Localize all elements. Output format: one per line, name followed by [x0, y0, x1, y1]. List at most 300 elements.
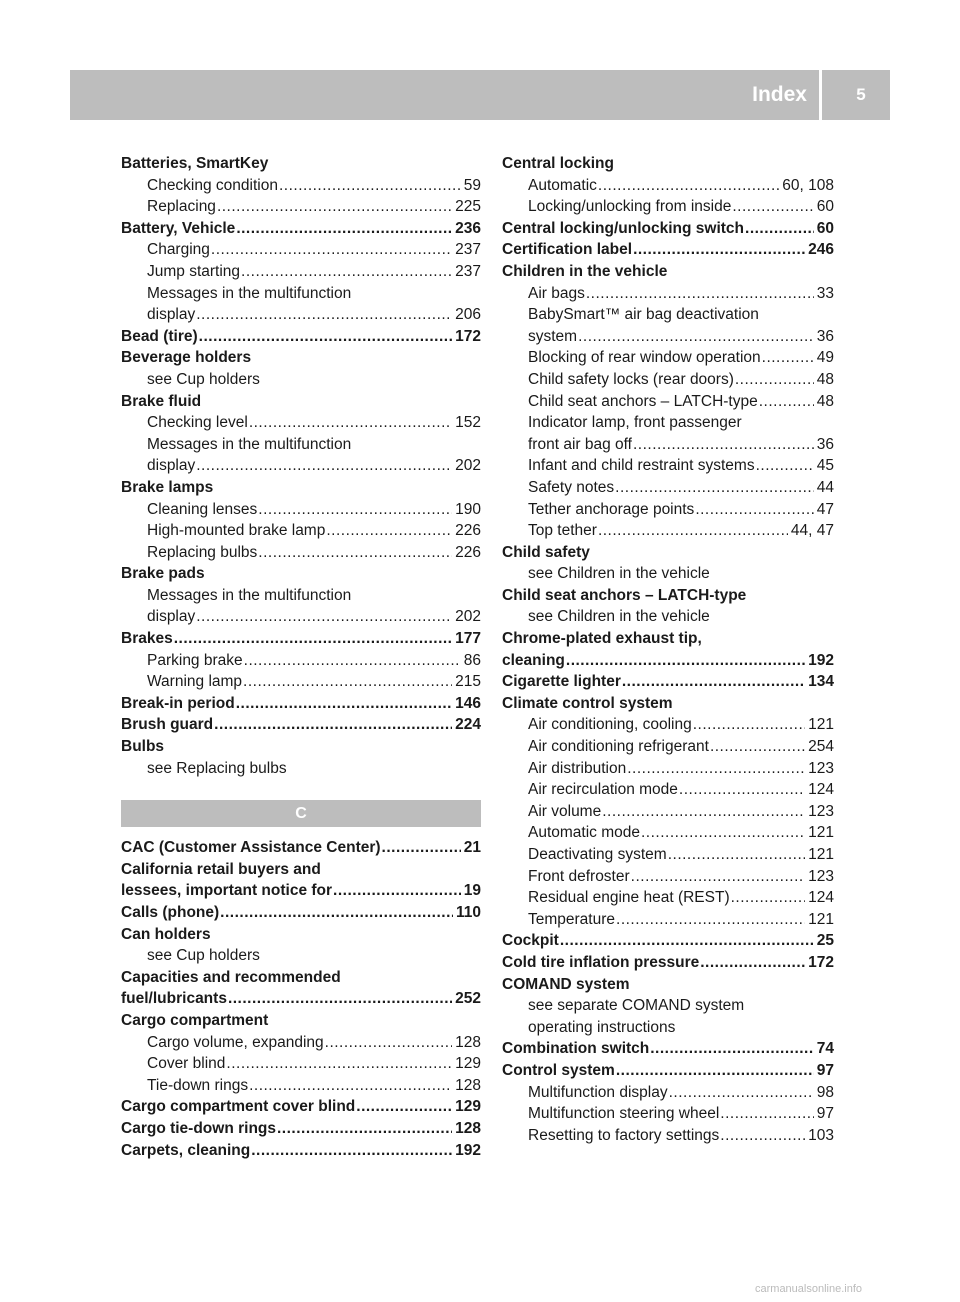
dot-leader — [356, 1096, 452, 1118]
entry-text: Child seat anchors – LATCH-type — [528, 392, 758, 410]
page-reference: 237 — [455, 241, 481, 259]
entry-text: Cargo tie-down rings — [121, 1119, 276, 1137]
dot-leader — [627, 758, 805, 780]
entry-text: Cargo compartment cover blind — [121, 1098, 356, 1116]
index-entry-heading — [121, 1096, 481, 1118]
index-subentry — [121, 239, 481, 261]
index-entry-heading — [502, 261, 834, 283]
index-entry-heading — [121, 391, 481, 413]
index-entry-heading — [121, 714, 481, 736]
index-subentry — [121, 283, 481, 305]
dot-leader — [560, 930, 814, 952]
index-entry-heading — [502, 1060, 834, 1082]
index-subentry — [502, 563, 834, 585]
page-reference: 44, 47 — [790, 522, 834, 540]
page-reference: 172 — [808, 953, 834, 971]
index-entry-heading — [502, 930, 834, 952]
page-reference: 224 — [455, 716, 481, 734]
page-reference: 237 — [455, 262, 481, 280]
index-subentry — [121, 585, 481, 607]
page-reference: 21 — [463, 839, 481, 857]
page-reference: 121 — [808, 824, 834, 842]
entry-text: Child seat anchors – LATCH-type — [502, 586, 747, 604]
page-reference: 60 — [816, 219, 834, 237]
index-entry-heading — [502, 239, 834, 261]
page-reference: 97 — [816, 1061, 834, 1079]
entry-text: Replacing bulbs — [147, 543, 258, 561]
page-reference: 45 — [816, 457, 834, 475]
dot-leader — [641, 822, 805, 844]
page-reference: 49 — [816, 349, 834, 367]
index-subentry — [502, 391, 834, 413]
index-subentry — [121, 520, 481, 542]
index-entry-heading — [121, 967, 481, 989]
entry-text: Brakes — [121, 630, 173, 648]
dot-leader — [228, 988, 452, 1010]
page-reference: 226 — [455, 522, 481, 540]
index-subentry — [502, 714, 834, 736]
entry-text: Break-in period — [121, 694, 235, 712]
entry-text: Child safety locks (rear doors) — [528, 370, 734, 388]
index-subentry — [502, 369, 834, 391]
entry-text: CAC (Customer Assistance Center) — [121, 839, 381, 857]
entry-text: see Children in the vehicle — [528, 608, 710, 626]
index-subentry — [502, 909, 834, 931]
page-reference: 123 — [808, 867, 834, 885]
index-entry-heading — [502, 650, 834, 672]
page-reference: 60, 108 — [782, 176, 834, 194]
dot-leader — [669, 1082, 814, 1104]
page-reference: 134 — [808, 673, 834, 691]
dot-leader — [615, 477, 814, 499]
page-reference: 103 — [808, 1126, 834, 1144]
page-reference: 121 — [808, 846, 834, 863]
page-reference: 190 — [455, 500, 481, 518]
dot-leader — [251, 1140, 452, 1162]
dot-leader — [598, 520, 788, 542]
index-entry-heading — [121, 218, 481, 240]
entry-text: Children in the vehicle — [502, 262, 668, 280]
dot-leader — [720, 1125, 805, 1147]
dot-leader — [226, 1053, 452, 1075]
dot-leader — [277, 1118, 452, 1140]
dot-leader — [633, 239, 805, 261]
entry-text: Central locking/unlocking switch — [502, 219, 745, 237]
entry-text: Tie-down rings — [147, 1076, 249, 1094]
index-entry-heading — [121, 988, 481, 1010]
index-subentry — [502, 822, 834, 844]
page-reference: 129 — [455, 1055, 481, 1073]
entry-text: lessees, important notice for — [121, 882, 333, 900]
dot-leader — [732, 196, 813, 218]
index-subentry — [502, 304, 834, 326]
dot-leader — [236, 693, 452, 715]
index-entry-heading — [121, 1140, 481, 1162]
entry-text: display — [147, 457, 196, 475]
index-entry-heading — [502, 952, 834, 974]
entry-text: Climate control system — [502, 694, 673, 712]
dot-leader — [693, 714, 805, 736]
page-reference: 124 — [808, 781, 834, 799]
page-reference: 121 — [808, 716, 834, 734]
dot-leader — [258, 499, 452, 521]
dot-leader — [756, 455, 814, 477]
index-subentry — [502, 758, 834, 780]
index-entry-heading — [121, 347, 481, 369]
index-subentry — [502, 1017, 834, 1039]
entry-text: Certification label — [502, 241, 633, 259]
entry-text: Temperature — [528, 910, 616, 928]
dot-leader — [759, 391, 814, 413]
index-entry-heading — [502, 671, 834, 693]
section-letter-header: C — [121, 800, 481, 827]
entry-text: Brake fluid — [121, 392, 202, 410]
index-subentry — [502, 866, 834, 888]
page-reference: 146 — [455, 694, 481, 712]
entry-text: BabySmart™ air bag deactivation — [528, 306, 759, 324]
page-reference: 254 — [808, 738, 834, 756]
entry-text: Combination switch — [502, 1040, 650, 1058]
page-reference: 110 — [455, 904, 481, 921]
dot-leader — [745, 218, 814, 240]
entry-text: High-mounted brake lamp — [147, 522, 326, 540]
dot-leader — [622, 671, 805, 693]
page-reference: 60 — [816, 198, 834, 216]
page-reference: 202 — [455, 608, 481, 626]
index-subentry — [502, 520, 834, 542]
entry-text: Messages in the multifunction — [147, 586, 352, 604]
entry-text: display — [147, 306, 196, 324]
index-entry-heading — [502, 542, 834, 564]
index-entry-heading — [502, 628, 834, 650]
index-subentry — [502, 801, 834, 823]
entry-text: Multifunction display — [528, 1083, 668, 1101]
index-subentry — [121, 369, 481, 391]
dot-leader — [700, 952, 805, 974]
index-subentry — [121, 261, 481, 283]
page-reference: 129 — [455, 1098, 481, 1116]
index-subentry — [121, 606, 481, 628]
page-reference: 236 — [455, 219, 481, 237]
page-reference: 44 — [816, 478, 834, 496]
entry-text: COMAND system — [502, 975, 630, 993]
entry-text: see Replacing bulbs — [147, 759, 287, 777]
index-entry-heading — [502, 585, 834, 607]
page-reference: 128 — [455, 1033, 481, 1051]
index-subentry — [502, 477, 834, 499]
dot-leader — [679, 779, 805, 801]
index-subentry — [502, 779, 834, 801]
entry-text: Cargo volume, expanding — [147, 1033, 324, 1051]
index-entry-heading — [121, 563, 481, 585]
entry-text: Messages in the multifunction — [147, 284, 352, 302]
index-subentry — [121, 175, 481, 197]
entry-text: Control system — [502, 1061, 615, 1079]
index-entry-heading — [502, 1038, 834, 1060]
page-reference: 128 — [455, 1076, 481, 1094]
entry-text: system — [528, 327, 578, 345]
index-subentry — [121, 945, 481, 967]
index-subentry — [502, 455, 834, 477]
page-reference: 33 — [816, 284, 834, 302]
entry-text: Residual engine heat (REST) — [528, 889, 730, 907]
dot-leader — [586, 283, 814, 305]
index-subentry — [502, 283, 834, 305]
entry-text: Messages in the multifunction — [147, 435, 352, 453]
page-reference: 98 — [816, 1083, 834, 1101]
entry-text: Cigarette lighter — [502, 673, 621, 691]
index-subentry — [502, 499, 834, 521]
entry-text: Child safety — [502, 543, 590, 561]
entry-text: Warning lamp — [147, 673, 243, 691]
index-subentry — [121, 455, 481, 477]
dot-leader — [243, 671, 452, 693]
entry-text: Resetting to factory settings — [528, 1126, 720, 1144]
entry-text: Bulbs — [121, 738, 165, 756]
entry-text: fuel/lubricants — [121, 990, 227, 1008]
index-subentry — [502, 995, 834, 1017]
dot-leader — [735, 369, 814, 391]
dot-leader — [325, 1032, 452, 1054]
index-subentry — [502, 175, 834, 197]
index-subentry — [121, 434, 481, 456]
page-reference: 19 — [463, 882, 481, 900]
index-entry-heading — [121, 326, 481, 348]
index-entry-heading — [121, 902, 481, 924]
dot-leader — [720, 1103, 813, 1125]
entry-text: Cargo compartment — [121, 1011, 269, 1029]
dot-leader — [249, 412, 452, 434]
index-subentry — [121, 499, 481, 521]
entry-text: Bead (tire) — [121, 327, 198, 345]
entry-text: Air distribution — [528, 759, 627, 777]
page-number: 5 — [856, 85, 866, 104]
dot-leader — [220, 902, 453, 924]
index-entry-heading — [502, 218, 834, 240]
entry-text: Beverage holders — [121, 349, 252, 367]
header-bar — [70, 70, 890, 120]
dot-leader — [211, 239, 452, 261]
page-reference: 226 — [455, 543, 481, 561]
entry-text: Locking/unlocking from inside — [528, 198, 732, 216]
page-reference: 48 — [816, 370, 834, 388]
entry-text: Cold tire inflation pressure — [502, 953, 700, 971]
entry-text: Cover blind — [147, 1055, 226, 1073]
dot-leader — [196, 606, 452, 628]
page-reference: 252 — [455, 990, 481, 1008]
index-subentry — [502, 1103, 834, 1125]
index-entry-heading — [121, 153, 481, 175]
index-column-left — [121, 153, 481, 1161]
entry-text: see Children in the vehicle — [528, 565, 710, 583]
dot-leader — [695, 499, 813, 521]
page-reference: 59 — [463, 176, 481, 194]
entry-text: Charging — [147, 241, 210, 259]
index-subentry — [502, 1125, 834, 1147]
index-subentry — [121, 1032, 481, 1054]
entry-text: Brush guard — [121, 716, 214, 734]
page-reference: 48 — [816, 392, 834, 410]
dot-leader — [566, 650, 805, 672]
entry-text: Safety notes — [528, 478, 615, 496]
index-entry-heading — [121, 837, 481, 859]
page-reference: 128 — [455, 1119, 481, 1137]
index-entry-heading — [121, 693, 481, 715]
entry-text: Air bags — [528, 284, 585, 302]
entry-text: Capacities and recommended — [121, 968, 341, 986]
page-reference: 192 — [808, 651, 834, 669]
dot-leader — [602, 801, 805, 823]
page-reference: 202 — [455, 457, 481, 475]
entry-text: Calls (phone) — [121, 904, 220, 921]
entry-text: Blocking of rear window operation — [528, 349, 761, 367]
page-reference: 246 — [808, 241, 834, 259]
index-entry-heading — [502, 974, 834, 996]
index-column-right — [502, 153, 834, 1146]
page-reference: 177 — [455, 630, 481, 648]
page-reference: 123 — [808, 802, 834, 820]
page-reference: 47 — [816, 500, 834, 518]
page-reference: 172 — [455, 327, 481, 345]
entry-text: Indicator lamp, front passenger — [528, 414, 742, 432]
entry-text: Automatic — [528, 176, 597, 194]
index-subentry — [502, 326, 834, 348]
entry-text: Top tether — [528, 522, 597, 540]
dot-leader — [326, 520, 452, 542]
index-entry-heading — [121, 628, 481, 650]
dot-leader — [196, 304, 452, 326]
page-reference: 121 — [808, 910, 834, 928]
index-subentry — [502, 196, 834, 218]
entry-text: Automatic mode — [528, 824, 640, 842]
entry-text: display — [147, 608, 196, 626]
dot-leader — [244, 650, 461, 672]
index-entry-heading — [121, 880, 481, 902]
index-entry-heading — [502, 693, 834, 715]
index-subentry — [502, 412, 834, 434]
page-reference: 86 — [463, 651, 481, 669]
entry-text: Jump starting — [147, 262, 241, 280]
entry-text: see Cup holders — [147, 947, 260, 965]
dot-leader — [214, 714, 452, 736]
entry-text: Brake pads — [121, 565, 205, 583]
dot-leader — [650, 1038, 814, 1060]
page-reference: 225 — [455, 198, 481, 216]
entry-text: Chrome-plated exhaust tip, — [502, 630, 702, 648]
index-subentry — [502, 434, 834, 456]
index-entry-heading — [502, 153, 834, 175]
dot-leader — [382, 837, 461, 859]
page-reference: 74 — [816, 1040, 834, 1058]
page-reference: 36 — [816, 327, 834, 345]
entry-text: Batteries, SmartKey — [121, 155, 269, 172]
index-subentry — [121, 412, 481, 434]
page-title: Index — [752, 70, 822, 120]
dot-leader — [236, 218, 452, 240]
entry-text: Cleaning lenses — [147, 500, 258, 518]
index-subentry — [502, 606, 834, 628]
dot-leader — [616, 1060, 814, 1082]
page-reference: 192 — [455, 1141, 481, 1159]
entry-text: Battery, Vehicle — [121, 219, 236, 237]
dot-leader — [199, 326, 452, 348]
entry-text: Cockpit — [502, 932, 559, 950]
page-reference: 215 — [455, 673, 481, 691]
index-subentry — [121, 196, 481, 218]
entry-text: Front defroster — [528, 867, 630, 885]
index-subentry — [121, 671, 481, 693]
index-subentry — [121, 1053, 481, 1075]
index-subentry — [502, 887, 834, 909]
index-subentry — [502, 736, 834, 758]
watermark: carmanualsonline.info — [755, 1283, 863, 1295]
page-reference: 25 — [816, 932, 834, 950]
entry-text: Air volume — [528, 802, 602, 820]
page-reference: 206 — [455, 306, 481, 324]
dot-leader — [631, 866, 805, 888]
index-entry-heading — [121, 1118, 481, 1140]
dot-leader — [241, 261, 452, 283]
page-reference: 97 — [816, 1105, 834, 1123]
dot-leader — [279, 175, 461, 197]
index-subentry — [121, 650, 481, 672]
entry-text: Checking condition — [147, 176, 278, 194]
index-entry-heading — [121, 477, 481, 499]
dot-leader — [196, 455, 452, 477]
entry-text: Infant and child restraint systems — [528, 457, 755, 475]
entry-text: cleaning — [502, 651, 565, 669]
entry-text: Checking level — [147, 414, 248, 432]
entry-text: Air conditioning, cooling — [528, 716, 692, 734]
entry-text: operating instructions — [528, 1018, 676, 1036]
entry-text: Brake lamps — [121, 478, 214, 496]
page-reference: 124 — [808, 889, 834, 907]
dot-leader — [174, 628, 452, 650]
dot-leader — [249, 1075, 452, 1097]
index-entry-heading — [121, 924, 481, 946]
dot-leader — [217, 196, 452, 218]
dot-leader — [258, 542, 452, 564]
entry-text: Air recirculation mode — [528, 781, 678, 799]
index-subentry — [502, 347, 834, 369]
index-subentry — [121, 758, 481, 780]
dot-leader — [616, 909, 805, 931]
entry-text: Carpets, cleaning — [121, 1141, 251, 1159]
entry-text: see Cup holders — [147, 370, 260, 388]
index-entry-heading — [121, 1010, 481, 1032]
page-reference: 152 — [455, 414, 481, 432]
index-subentry — [121, 1075, 481, 1097]
entry-text: see separate COMAND system — [528, 997, 745, 1015]
index-subentry — [502, 844, 834, 866]
index-subentry — [502, 1082, 834, 1104]
entry-text: Tether anchorage points — [528, 500, 695, 518]
page-reference: 36 — [816, 435, 834, 453]
dot-leader — [710, 736, 805, 758]
dot-leader — [598, 175, 779, 197]
dot-leader — [333, 880, 461, 902]
dot-leader — [578, 326, 814, 348]
dot-leader — [668, 844, 805, 866]
page-reference: 123 — [808, 759, 834, 777]
entry-text: Replacing — [147, 198, 216, 216]
entry-text: Parking brake — [147, 651, 243, 669]
index-subentry — [121, 304, 481, 326]
entry-text: Air conditioning refrigerant — [528, 738, 709, 756]
dot-leader — [633, 434, 814, 456]
entry-text: Deactivating system — [528, 846, 667, 863]
entry-text: Can holders — [121, 925, 211, 943]
